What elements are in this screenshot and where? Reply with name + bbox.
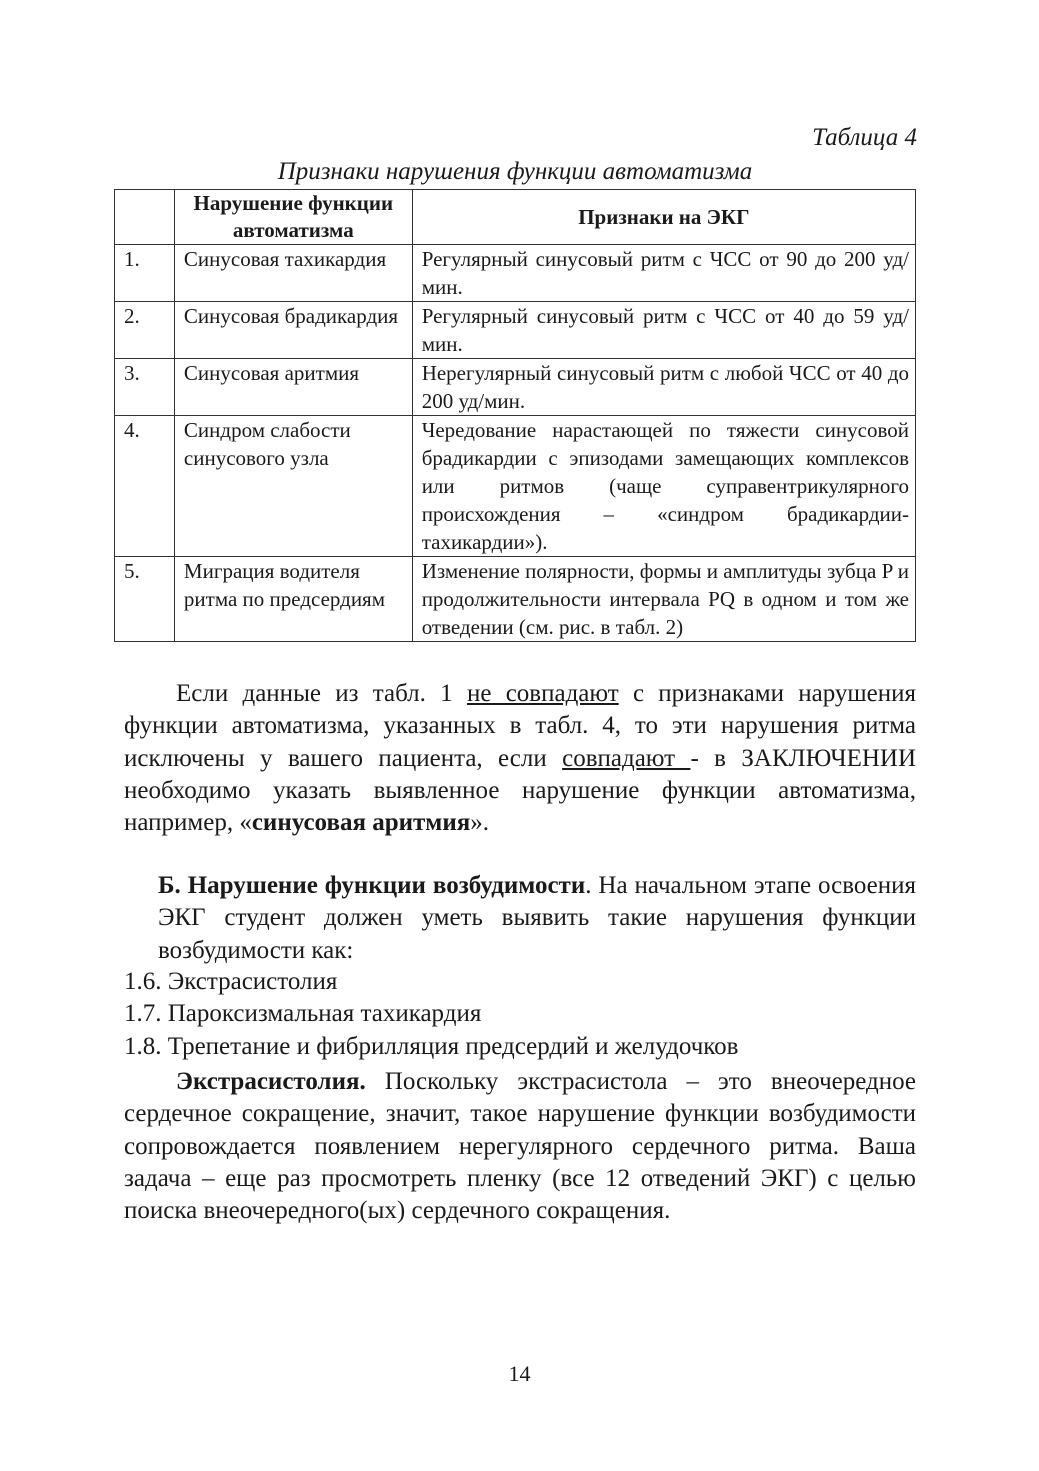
- row-num: 3.: [115, 359, 175, 416]
- automatism-table: [114, 189, 916, 642]
- section-excitability: [124, 870, 916, 967]
- row-signs: Нерегулярный синусовый ритм с любой ЧСС от 40 до 200 уд/мин.: [412, 359, 915, 416]
- paragraph-text: с признаками нарушения функции автоматизма, указанных в табл. 4, то эти нарушения ритма исключены у вашего пациента, если: [124, 680, 916, 772]
- paragraph-text: ».: [470, 809, 490, 837]
- row-num: 2.: [115, 302, 175, 359]
- table-row: [115, 557, 916, 642]
- paragraph-text: - в ЗАКЛЮЧЕНИИ необходимо указать выявленное нарушение функции автоматизма, например, «: [124, 744, 917, 837]
- excitability-list: [124, 966, 916, 1063]
- underlined-text: совпадают: [562, 744, 691, 772]
- table-row: [115, 359, 916, 416]
- row-violation: Синусовая тахикардия: [174, 245, 412, 302]
- row-num: 1.: [115, 245, 175, 302]
- row-signs: Регулярный синусовый ритм с ЧСС от 90 до 200 уд/мин.: [412, 245, 915, 302]
- table-row: [115, 416, 916, 557]
- row-num: 4.: [115, 416, 175, 557]
- paragraph-text: . На начальном этапе освоения ЭКГ студент должен уметь выявить такие нарушения функции возбудимости как:: [158, 872, 917, 964]
- paragraph-extrasystole: [124, 1066, 916, 1227]
- header-violation: Нарушение функции автоматизма: [174, 190, 412, 245]
- list-item: 1.6. Экстрасистолия: [124, 968, 338, 995]
- row-violation: Синдром слабости синусового узла: [174, 416, 412, 557]
- bold-text: Экстрасистолия.: [176, 1068, 366, 1095]
- header-signs: Признаки на ЭКГ: [412, 190, 915, 245]
- list-item: 1.8. Трепетание и фибрилляция предсердий и желудочков: [124, 1032, 739, 1060]
- row-violation: Синусовая аритмия: [174, 359, 412, 416]
- table-row: [115, 302, 916, 359]
- table-title: Признаки нарушения функции автоматизма: [277, 158, 753, 185]
- section-heading: Б. Нарушение функции возбудимости: [158, 872, 586, 899]
- row-signs: Изменение полярности, формы и амплитуды зубца P и продолжительности интервала PQ в одном и том же отведении (см. рис. в табл. 2): [412, 557, 915, 642]
- header-num: [115, 190, 175, 245]
- underlined-text: не совпадают: [466, 680, 619, 707]
- list-item: 1.7. Пароксизмальная тахикардия: [124, 1000, 482, 1028]
- row-num: 5.: [115, 557, 175, 642]
- row-violation: Синусовая брадикардия: [174, 302, 412, 359]
- table-label: Таблица 4: [812, 124, 917, 151]
- row-violation: Миграция водителя ритма по предсердиям: [174, 557, 412, 642]
- page-number: 14: [508, 1361, 531, 1386]
- row-signs: Чередование нарастающей по тяжести синусовой брадикардии с эпизодами замещающих комплексов или ритмов (чаще суправентрикулярного происхождения – «синдром брадикардии-тахикардии»).: [412, 416, 915, 557]
- row-signs: Регулярный синусовый ритм с ЧСС от 40 до 59 уд/мин.: [412, 302, 915, 359]
- table-row: [115, 245, 916, 302]
- paragraph-text: Поскольку экстрасистола – это внеочередное сердечное сокращение, значит, такое нарушение функции возбудимости сопровождается появлением нерегулярного сердечного ритма. Ваша задача – еще раз просмотреть пленку (все 12 отведений ЭКГ) с целью поиска внеочередного(ых) сердечного сокращения.: [124, 1068, 916, 1225]
- paragraph-text: Если данные из табл. 1: [176, 680, 467, 707]
- table-header-row: [115, 190, 916, 245]
- bold-text: синусовая аритмия: [251, 809, 471, 837]
- paragraph-comparison: [124, 678, 916, 839]
